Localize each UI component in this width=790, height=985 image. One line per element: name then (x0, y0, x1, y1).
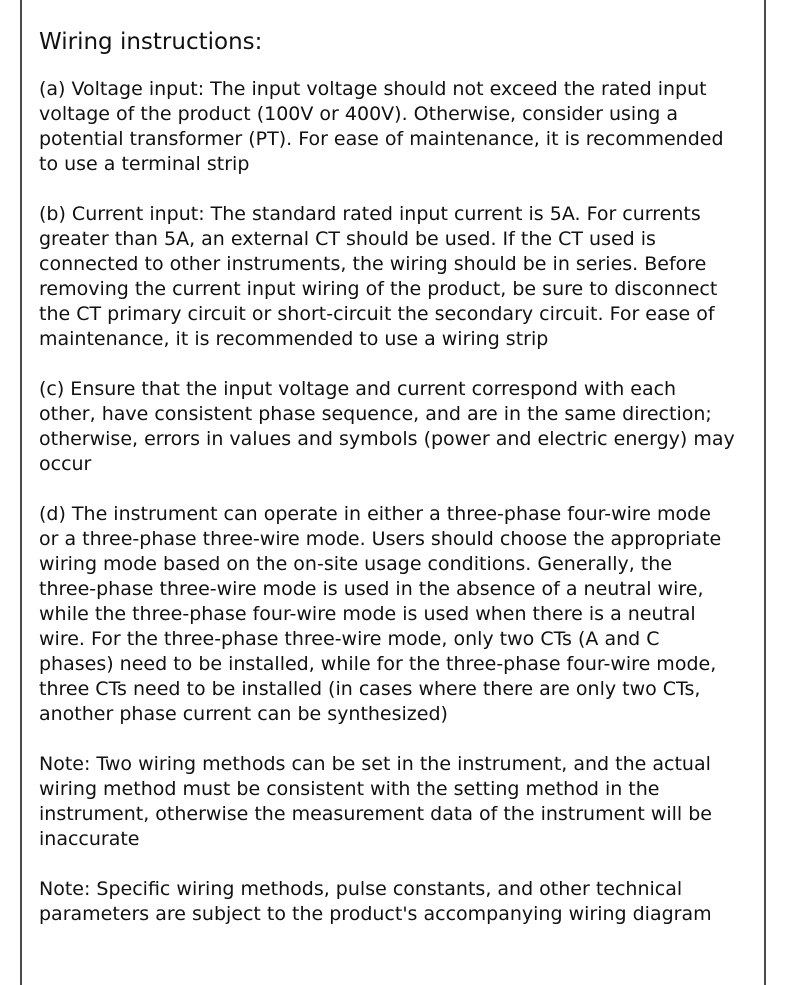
document-page (20, 0, 766, 985)
text-line: potential transformer (PT). For ease of maintenance, it is recommended (39, 128, 724, 150)
paragraph-current-input (39, 202, 759, 352)
text-line: while the three-phase four-wire mode is used when there is a neutral (39, 603, 696, 625)
text-line: or a three-phase three-wire mode. Users should choose the appropriate (39, 528, 722, 550)
text-line: (a) Voltage input: The input voltage should not exceed the rated input (39, 78, 707, 100)
text-line: three-phase three-wire mode is used in the absence of a neutral wire, (39, 578, 704, 600)
paragraph-wiring-mode (39, 502, 759, 727)
text-line: otherwise, errors in values and symbols (power and electric energy) may (39, 428, 735, 450)
text-line: greater than 5A, an external CT should be used. If the CT used is (39, 228, 656, 250)
note-technical-parameters (39, 877, 759, 927)
text-line: phases) need to be installed, while for the three-phase four-wire mode, (39, 653, 717, 675)
text-line: connected to other instruments, the wiring should be in series. Before (39, 253, 707, 275)
note-wiring-method (39, 752, 759, 852)
text-line: (d) The instrument can operate in either a three-phase four-wire mode (39, 503, 711, 525)
text-line: parameters are subject to the product's accompanying wiring diagram (39, 903, 712, 925)
text-line: (b) Current input: The standard rated input current is 5A. For currents (39, 203, 701, 225)
text-line: wiring method must be consistent with the setting method in the (39, 778, 660, 800)
text-line: another phase current can be synthesized) (39, 703, 448, 725)
text-line: removing the current input wiring of the product, be sure to disconnect (39, 278, 718, 300)
text-line: wire. For the three-phase three-wire mode, only two CTs (A and C (39, 628, 660, 650)
paragraph-voltage-input (39, 77, 759, 177)
text-line: other, have consistent phase sequence, and are in the same direction; (39, 403, 712, 425)
text-line: Note: Two wiring methods can be set in the instrument, and the actual (39, 753, 711, 775)
text-line: (c) Ensure that the input voltage and current correspond with each (39, 378, 677, 400)
text-line: maintenance, it is recommended to use a wiring strip (39, 328, 549, 350)
text-line: Note: Specific wiring methods, pulse constants, and other technical (39, 878, 683, 900)
page-title: Wiring instructions: (39, 29, 263, 55)
text-line: wiring mode based on the on-site usage conditions. Generally, the (39, 553, 673, 575)
text-line: inaccurate (39, 828, 140, 850)
paragraph-phase-correspondence (39, 377, 759, 477)
document-body (39, 77, 759, 952)
text-line: the CT primary circuit or short-circuit the secondary circuit. For ease of (39, 303, 715, 325)
text-line: instrument, otherwise the measurement data of the instrument will be (39, 803, 712, 825)
text-line: three CTs need to be installed (in cases where there are only two CTs, (39, 678, 701, 700)
text-line: occur (39, 453, 92, 475)
text-line: to use a terminal strip (39, 153, 250, 175)
text-line: voltage of the product (100V or 400V). Otherwise, consider using a (39, 103, 678, 125)
